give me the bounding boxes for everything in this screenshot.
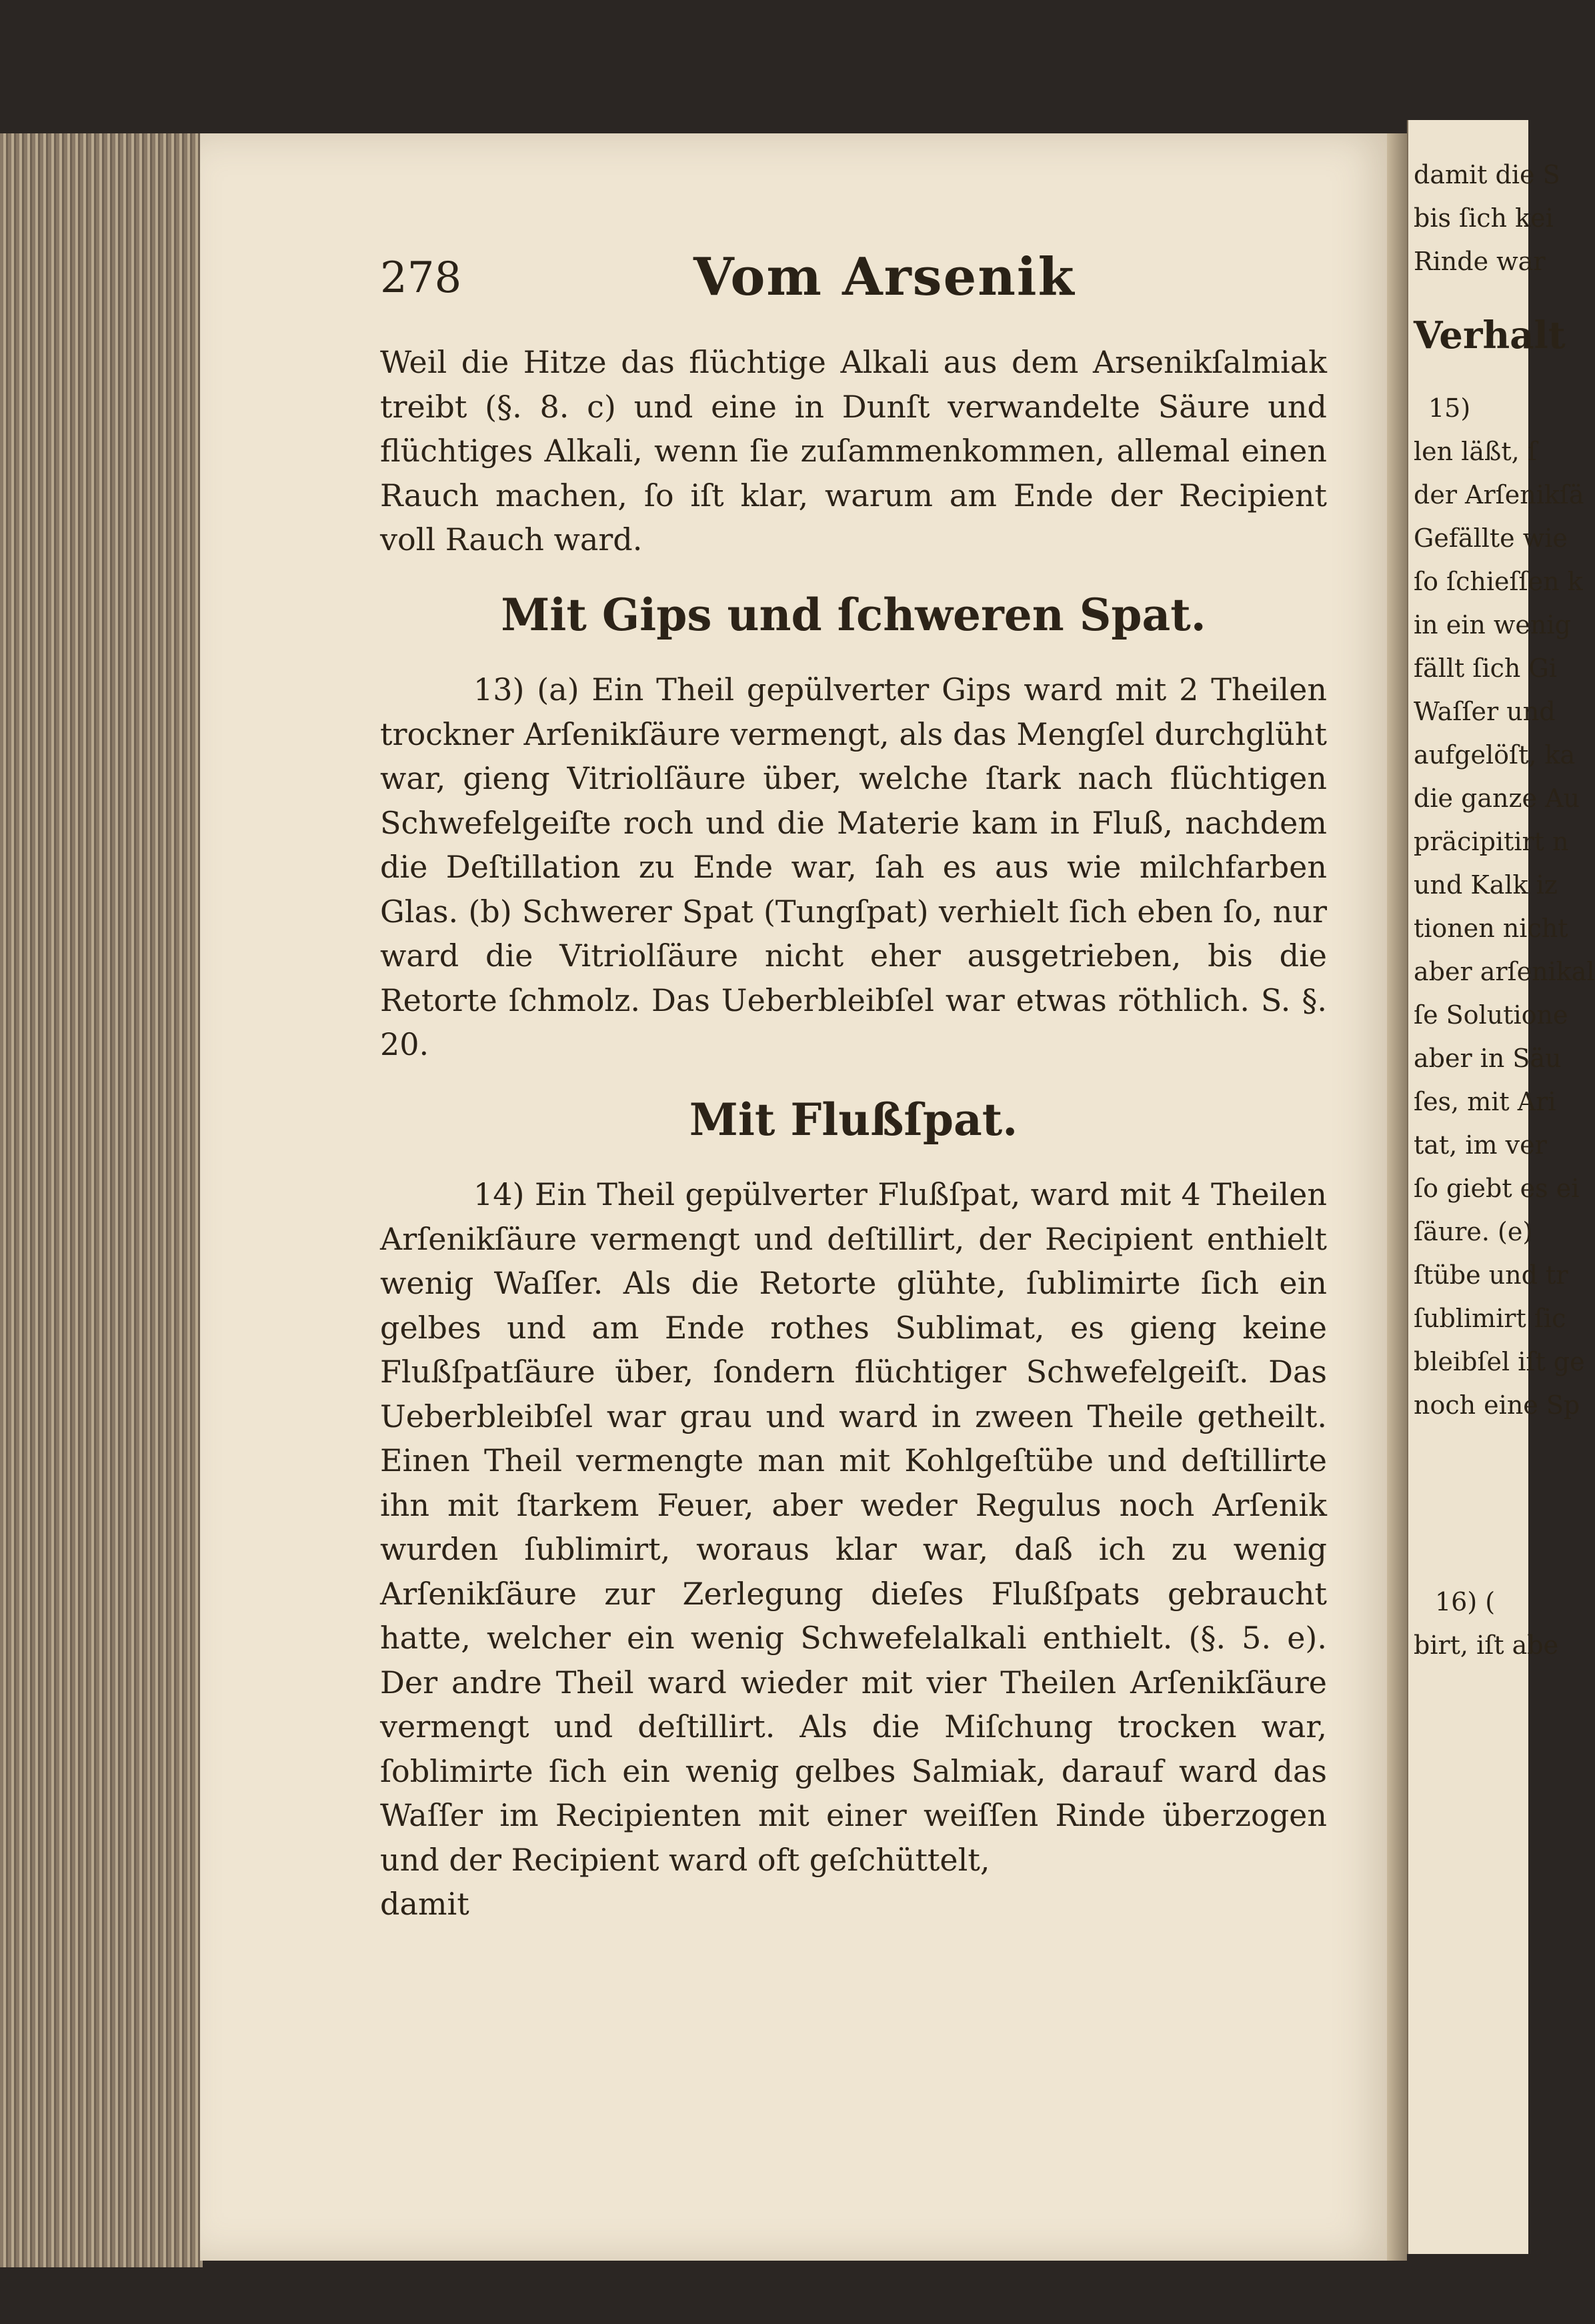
facing-line: len läßt, ſ: [1414, 437, 1537, 466]
running-head: Vom Arsenik: [693, 247, 1076, 307]
facing-line: ſe Solutione: [1414, 1000, 1568, 1030]
facing-line: tat, im ver: [1414, 1130, 1547, 1160]
facing-line: ſes, mit Ari: [1414, 1087, 1556, 1116]
catchword: damit: [380, 1886, 469, 1922]
facing-line: der Arſenikſä: [1414, 480, 1584, 509]
facing-line: in ein wenig: [1414, 610, 1571, 640]
facing-line: damit die S: [1414, 160, 1560, 189]
facing-line: die ganze Au: [1414, 784, 1580, 813]
facing-line: birt, iſt abe: [1414, 1630, 1559, 1660]
section-heading-gips: Mit Gips und ſchweren Spat.: [501, 588, 1206, 641]
facing-line: tionen nicht: [1414, 914, 1568, 943]
facing-line: ſo giebt es ei: [1414, 1174, 1580, 1203]
facing-line: aber arſenikal: [1414, 957, 1595, 986]
facing-line: noch eine Sp: [1414, 1390, 1580, 1420]
facing-heading: Verhalt: [1414, 313, 1566, 357]
facing-line: präcipitirt n: [1414, 827, 1569, 856]
page-edges: [0, 133, 203, 2267]
facing-line: Waſſer und: [1414, 697, 1556, 726]
facing-line: 16) (: [1435, 1587, 1496, 1616]
facing-line: Rinde war: [1414, 247, 1546, 276]
paragraph-13: 13) (a) Ein Theil gepülverter Gips ward mit 2 Theilen trockner Arſenikſäure vermengt, als das Mengſel durchglüht war, gieng Vitriolſäure über, welche ſtark nach flüchtigen Schwefelgeiſte roch und die Materie kam in Fluß, nachdem die Deſtillation zu Ende war, ſah es aus wie milchfarben Glas. (b) Schwerer Spat (Tungſpat) verhielt ſich eben ſo, nur ward die Vitriolſäure nicht eher ausgetrieben, bis die Retorte ſchmolz. Das Ueberbleibſel war etwas röthlich. S. §. 20.: [380, 672, 1327, 1062]
facing-line: aufgelöſt, ka: [1414, 740, 1576, 770]
page-number: 278: [380, 253, 462, 303]
facing-line: bis ſich kei: [1414, 203, 1554, 233]
facing-line: Gefällte wie: [1414, 523, 1568, 553]
paragraph-14: 14) Ein Theil gepülverter Flußſpat, ward mit 4 Theilen Arſenikſäure vermengt und deſtillirt, der Recipient enthielt wenig Waſſer. Als die Retorte glühte, ſublimirte ſich ein gelbes und am Ende rothes Sublimat, es gieng keine Flußſpatſäure über, ſondern flüchtiger Schwefelgeiſt. Das Ueberbleibſel war grau und ward in zween Theile getheilt. Einen Theil vermengte man mit Kohlgeſtübe und deſtillirte ihn mit ſtarkem Feuer, aber weder Regulus noch Arſenik wurden ſublimirt, woraus klar war, daß ich zu wenig Arſenikſäure zur Zerlegung dieſes Flußſpats gebraucht hatte, welcher ein wenig Schwefelalkali enthielt. (§. 5. e). Der andre Theil ward wieder mit vier Theilen Arſenikſäure vermengt und deſtillirt. Als die Miſchung trocken war, ſoblimirte ſich ein wenig gelbes Salmiak, darauf ward das Waſſer im Recipienten mit einer weiſſen Rinde überzogen und der Recipient ward oft geſchüttelt,: [380, 1176, 1327, 1878]
page-header: [380, 247, 1327, 327]
facing-page: [1407, 120, 1595, 2254]
section-heading-flussspat: Mit Flußſpat.: [689, 1093, 1018, 1146]
facing-line: fällt ſich Gi: [1414, 654, 1557, 683]
page-body: [380, 340, 1327, 1927]
facing-line: und Kalk iz: [1414, 870, 1558, 900]
paragraph-intro: Weil die Hitze das flüchtige Alkali aus dem Arsenikſalmiak treibt (§. 8. c) und eine in Dunſt verwandelte Säure und flüchtiges Alkali, wenn ſie zuſammenkommen, allemal einen Rauch machen, ſo iſt klar, warum am Ende der Recipient voll Rauch ward.: [380, 344, 1327, 557]
facing-line: ſublimirt ſic: [1414, 1304, 1566, 1333]
facing-line: ſäure. (e): [1414, 1217, 1533, 1246]
facing-line: ſtübe und tr: [1414, 1260, 1568, 1290]
facing-line: bleibſel iſt ge: [1414, 1347, 1585, 1376]
facing-line: aber in Säu: [1414, 1044, 1562, 1073]
book-gutter: [1387, 133, 1407, 2261]
facing-line: 15): [1428, 393, 1471, 423]
facing-line: ſo ſchieſſen k: [1414, 567, 1583, 596]
